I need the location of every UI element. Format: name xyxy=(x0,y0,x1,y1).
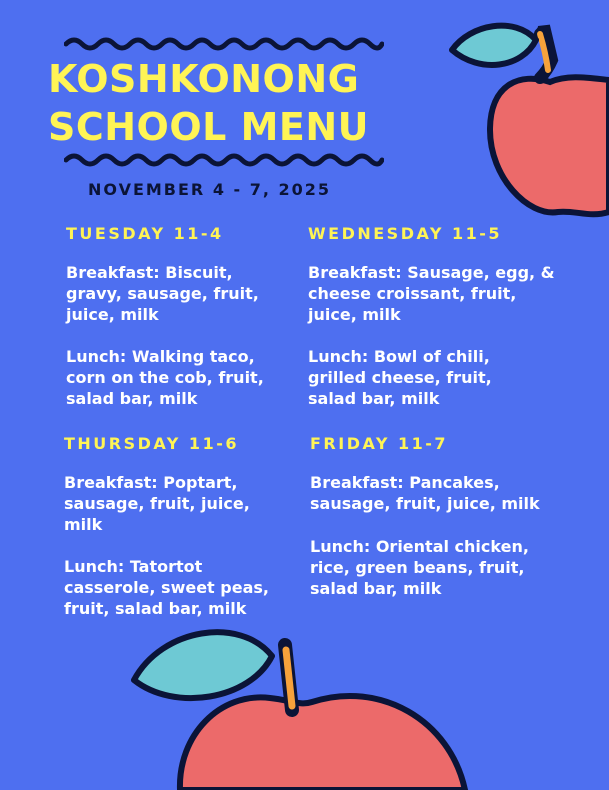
lunch-thursday: Lunch: Tatortot casserole, sweet peas, fruit, salad bar, milk xyxy=(64,557,269,618)
lunch-wednesday: Lunch: Bowl of chili, grilled cheese, fruit, salad bar, milk xyxy=(308,347,492,408)
breakfast-friday: Breakfast: Pancakes, sausage, fruit, juice, milk xyxy=(310,473,540,513)
day-heading-thursday: THURSDAY 11-6 xyxy=(64,434,239,453)
day-heading-wednesday: WEDNESDAY 11-5 xyxy=(308,224,503,243)
breakfast-tuesday: Breakfast: Biscuit, gravy, sausage, fruit, juice, milk xyxy=(66,263,259,324)
day-heading-tuesday: TUESDAY 11-4 xyxy=(66,224,224,243)
lunch-friday: Lunch: Oriental chicken, rice, green beans, fruit, salad bar, milk xyxy=(310,537,529,598)
page-title-line-1: KOSHKONONG xyxy=(48,57,360,101)
wave-bottom-divider xyxy=(64,152,384,168)
date-range: NOVEMBER 4 - 7, 2025 xyxy=(88,180,332,199)
apple-top-icon xyxy=(440,12,609,222)
breakfast-thursday: Breakfast: Poptart, sausage, fruit, juice, milk xyxy=(64,473,250,534)
page-title-line-2: SCHOOL MENU xyxy=(48,105,370,149)
breakfast-wednesday: Breakfast: Sausage, egg, & cheese croissant, fruit, juice, milk xyxy=(308,263,555,324)
apple-bottom-icon xyxy=(120,620,480,790)
day-heading-friday: FRIDAY 11-7 xyxy=(310,434,449,453)
wave-top-divider xyxy=(64,36,384,52)
lunch-tuesday: Lunch: Walking taco, corn on the cob, fruit, salad bar, milk xyxy=(66,347,264,408)
